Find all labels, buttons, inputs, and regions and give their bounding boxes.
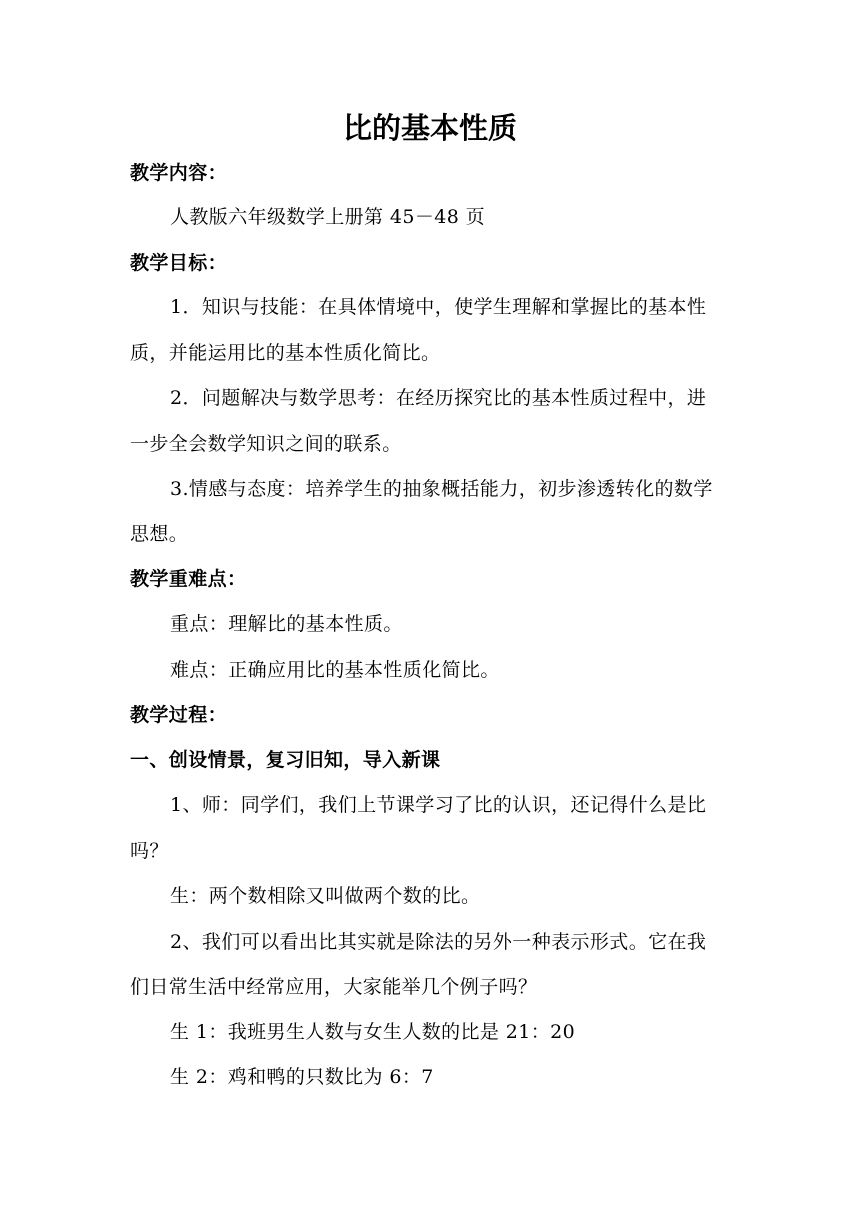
- content-text: 人教版六年级数学上册第 45－48 页: [170, 206, 486, 228]
- student-answer: 生：两个数相除又叫做两个数的比。: [170, 885, 481, 907]
- process-heading: 教学过程：: [130, 704, 228, 726]
- key-point: 重点：理解比的基本性质。: [170, 613, 403, 635]
- difficult-point: 难点：正确应用比的基本性质化简比。: [170, 659, 500, 681]
- student-example-2: 生 2：鸡和鸭的只数比为 6：7: [170, 1066, 434, 1088]
- goal-2-line-2: 一步全会数学知识之间的联系。: [130, 433, 402, 455]
- content-heading: 教学内容：: [130, 162, 228, 184]
- teacher-question-2-line-1: 2、我们可以看出比其实就是除法的另外一种表示形式。它在我: [170, 931, 707, 953]
- page-title: 比的基本性质: [342, 111, 517, 145]
- goal-1-line-1: 1．知识与技能：在具体情境中，使学生理解和掌握比的基本性: [170, 296, 707, 318]
- student-example-1: 生 1：我班男生人数与女生人数的比是 21：20: [170, 1021, 576, 1043]
- teacher-question-1-line-2: 吗？: [130, 840, 169, 862]
- goal-1-line-2: 质，并能运用比的基本性质化简比。: [130, 342, 441, 364]
- teacher-question-2-line-2: 们日常生活中经常应用，大家能举几个例子吗？: [130, 976, 538, 998]
- goal-3-line-2: 思想。: [130, 523, 189, 545]
- key-points-heading: 教学重难点：: [130, 568, 247, 590]
- goal-3-line-1: 3.情感与态度：培养学生的抽象概括能力，初步渗透转化的数学: [170, 478, 713, 500]
- goals-heading: 教学目标：: [130, 252, 228, 274]
- teacher-question-1-line-1: 1、师：同学们，我们上节课学习了比的认识，还记得什么是比: [170, 794, 707, 816]
- goal-2-line-1: 2．问题解决与数学思考：在经历探究比的基本性质过程中，进: [170, 387, 707, 409]
- part-1-heading: 一、创设情景，复习旧知，导入新课: [130, 749, 441, 771]
